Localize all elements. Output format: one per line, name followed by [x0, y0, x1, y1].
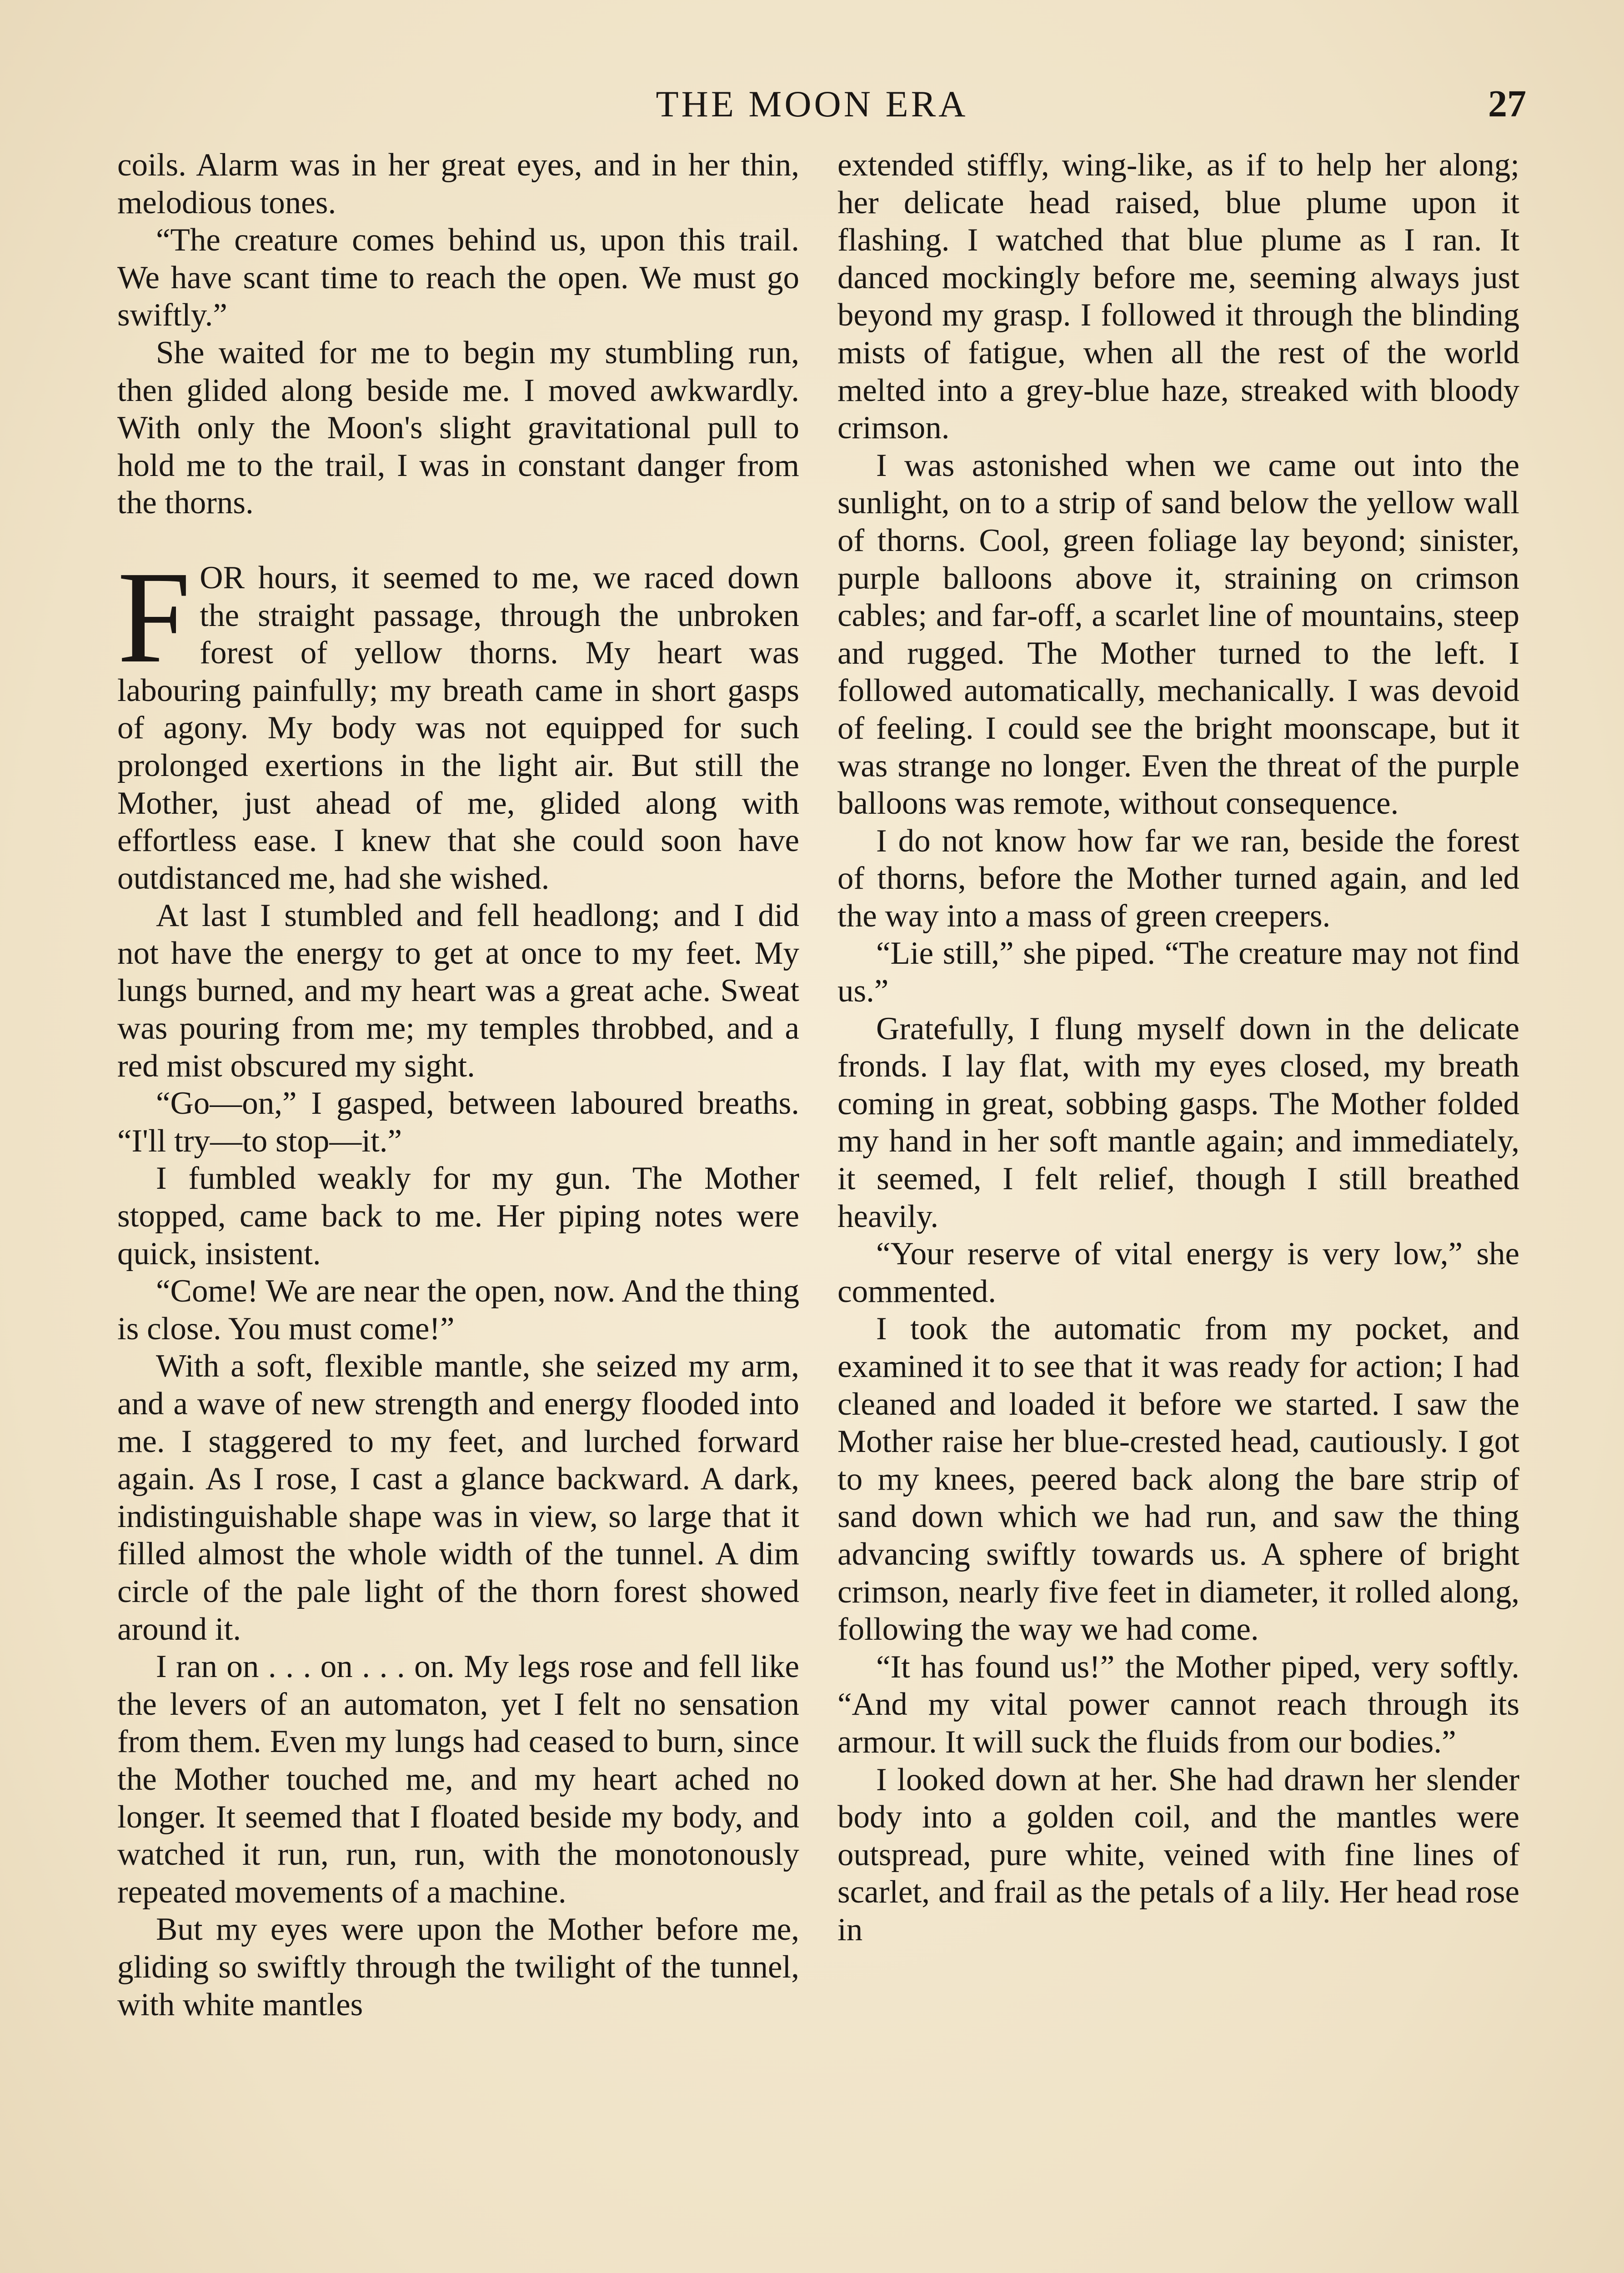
- right-column: [837, 146, 1519, 1949]
- running-title: THE MOON ERA: [656, 83, 968, 125]
- paragraph: I ran on . . . on . . . on. My legs rose and fell like the levers of an automaton, yet I felt no sensation from them. Even my lungs had ceased to burn, since the Mother touched me, and my heart ached no longer. It seemed that I floated beside my body, and watched it run, run, run, with the monotonously repeated movements of a machine.: [117, 1649, 799, 1910]
- paragraph: I took the automatic from my pocket, and examined it to see that it was ready for action; I had cleaned and loaded it before we started. I saw the Mother raise her blue-crested head, cautiously. I got to my knees, peered back along the bare strip of sand down which we had run, and saw the thing advancing swiftly towards us. A sphere of bright crimson, nearly five feet in diameter, it rolled along, following the way we had come.: [837, 1311, 1519, 1647]
- paragraph: At last I stumbled and fell headlong; and I did not have the energy to get at once to my feet. My lungs burned, and my heart was a great ache. Sweat was pouring from me; my temples throbbed, and a red mist obscured my sight.: [117, 898, 799, 1084]
- paragraph: She waited for me to begin my stumbling run, then glided along beside me. I moved awkwardly. With only the Moon's slight gravitational pull to hold me to the trail, I was in constant danger from the thorns.: [117, 335, 799, 521]
- paragraph: “It has found us!” the Mother piped, very softly. “And my vital power cannot reach through its armour. It will suck the fluids from our bodies.”: [837, 1649, 1519, 1760]
- paragraph: “The creature comes behind us, upon this trail. We have scant time to reach the open. We must go swiftly.”: [117, 222, 799, 333]
- page-number: 27: [1488, 83, 1526, 125]
- paragraph: I looked down at her. She had drawn her slender body into a golden coil, and the mantles were outspread, pure white, veined with fine lines of scarlet, and frail as the petals of a lily. Her head rose in: [837, 1762, 1519, 1948]
- paragraph: “Your reserve of vital energy is very low,” she commented.: [837, 1236, 1519, 1309]
- paragraph: “Lie still,” she piped. “The creature may not find us.”: [837, 936, 1519, 1009]
- paragraph-text: OR hours, it seemed to me, we raced down the straight passage, through the unbroken forest of yellow thorns. My heart was labouring painfully; my breath came in short gasps of agony. My body was not equipped for such prolonged exertions in the light air. But still the Mother, just ahead of me, glided along with effortless ease. I knew that she could soon have outdistanced me, had she wished.: [117, 560, 799, 896]
- paragraph: “Go—on,” I gasped, between laboured breaths. “I'll try—to stop—it.”: [117, 1086, 799, 1159]
- paragraph: I fumbled weakly for my gun. The Mother stopped, came back to me. Her piping notes were quick, insistent.: [117, 1161, 799, 1272]
- paragraph: But my eyes were upon the Mother before me, gliding so swiftly through the twilight of the tunnel, with white mantles: [117, 1912, 799, 2023]
- paragraph: “Come! We are near the open, now. And the thing is close. You must come!”: [117, 1273, 799, 1347]
- paragraph: Gratefully, I flung myself down in the delicate fronds. I lay flat, with my eyes closed, my breath coming in great, sobbing gasps. The Mother folded my hand in her soft mantle again; and immediately, it seemed, I felt relief, though I still breathed heavily.: [837, 1011, 1519, 1234]
- paragraph: I was astonished when we came out into the sunlight, on to a strip of sand below the yellow wall of thorns. Cool, green foliage lay beyond; sinister, purple balloons above it, straining on crimson cables; and far-off, a scarlet line of mountains, steep and rugged. The Mother turned to the left. I followed automatically, mechanically. I was devoid of feeling. I could see the bright moonscape, but it was strange no longer. Even the threat of the purple balloons was remote, without consequence.: [837, 447, 1519, 821]
- left-column: [117, 146, 799, 2023]
- paragraph: I do not know how far we ran, beside the forest of thorns, before the Mother turned again, and led the way into a mass of green creepers.: [837, 823, 1519, 934]
- paragraph: extended stiffly, wing-like, as if to help her along; her delicate head raised, blue plume upon it flashing. I watched that blue plume as I ran. It danced mockingly before me, seeming always just beyond my grasp. I followed it through the blinding mists of fatigue, when all the rest of the world melted into a grey-blue haze, streaked with bloody crimson.: [837, 147, 1519, 446]
- paragraph: With a soft, flexible mantle, she seized my arm, and a wave of new strength and energy flooded into me. I staggered to my feet, and lurched forward again. As I rose, I cast a glance backward. A dark, indistinguishable shape was in view, so large that it filled almost the whole width of the tunnel. A dim circle of the pale light of the thorn forest showed around it.: [117, 1348, 799, 1647]
- paragraph: coils. Alarm was in her great eyes, and in her thin, melodious tones.: [117, 147, 799, 220]
- drop-cap: F: [117, 544, 191, 690]
- section-opening-paragraph: [117, 544, 799, 897]
- page-header: [0, 77, 1624, 132]
